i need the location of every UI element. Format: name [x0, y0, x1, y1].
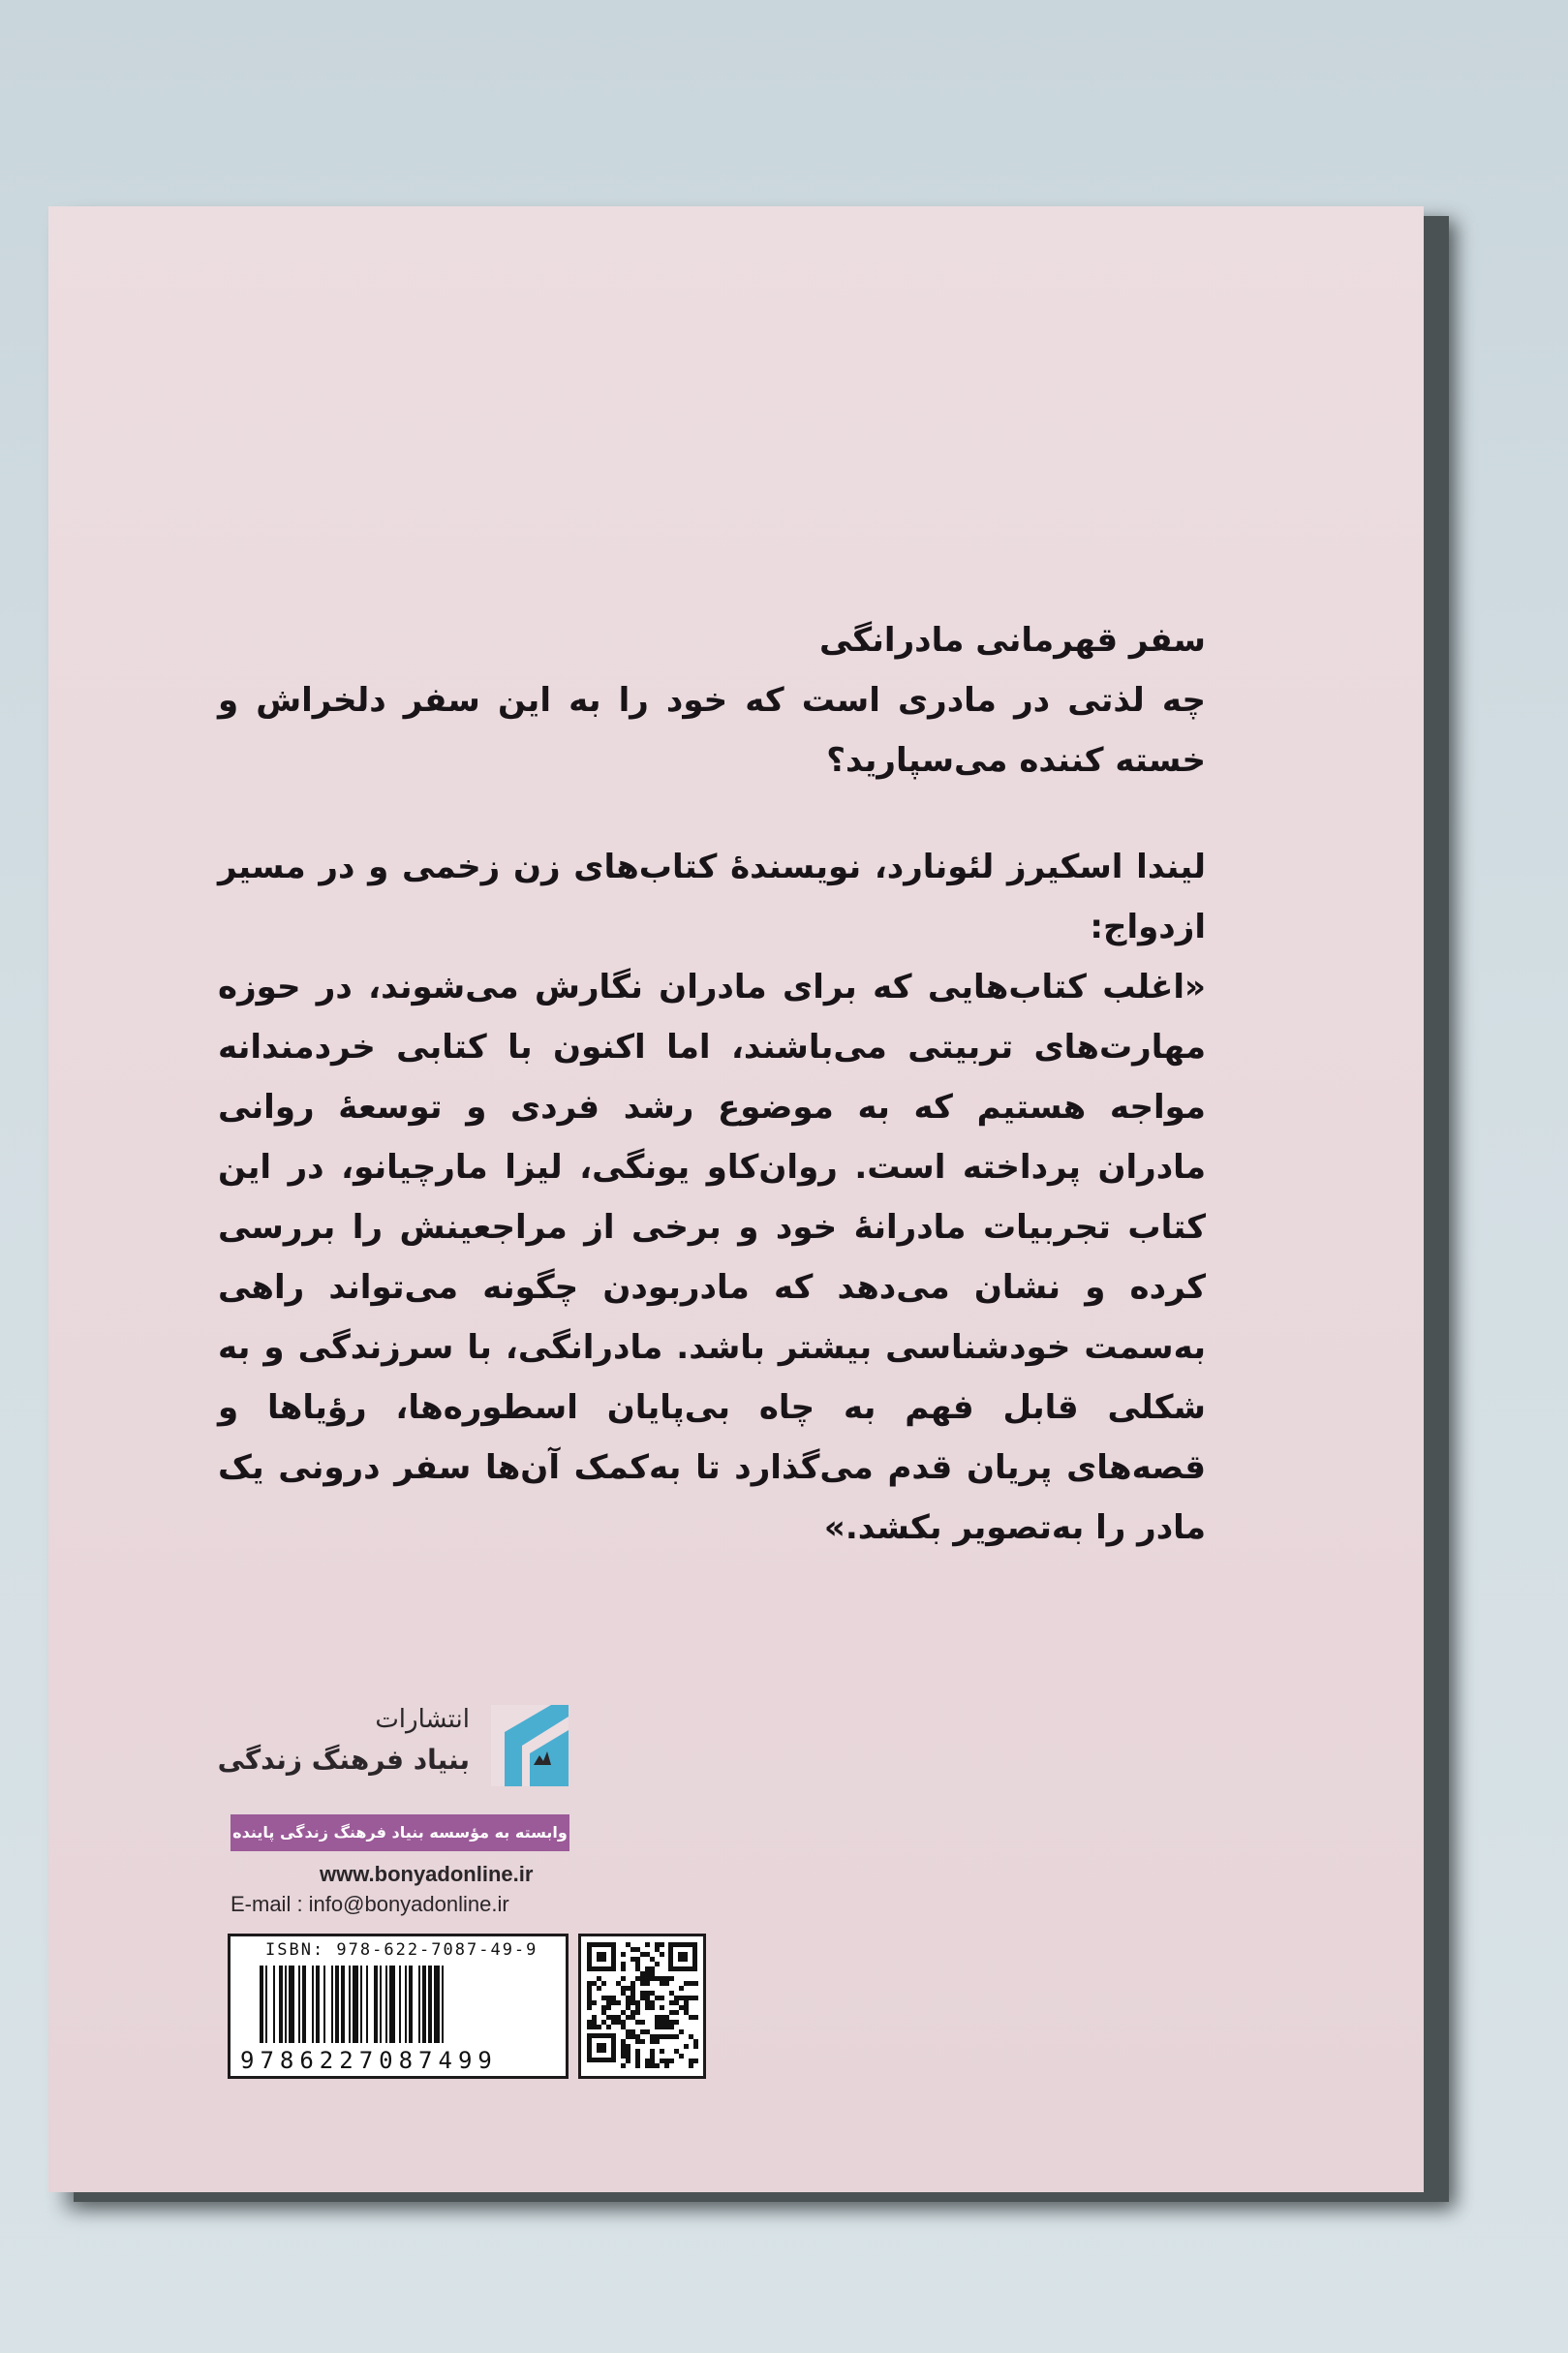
back-cover-text — [218, 610, 1206, 1558]
qr-code-graphic — [581, 1936, 703, 2076]
publisher-block — [217, 1697, 576, 1804]
isbn-label: ISBN: 978-622-7087-49-9 — [265, 1940, 538, 1960]
publisher-name-line1: انتشارات — [375, 1705, 470, 1734]
barcode-bars-graphic — [260, 1966, 540, 2043]
quote-attribution: لیندا اسکیرز لئونارد، نویسندۀ کتاب‌های زن زخمی و در مسیر ازدواج: — [218, 848, 1206, 946]
publisher-website: www.bonyadonline.ir — [320, 1862, 534, 1886]
qr-code — [578, 1934, 706, 2079]
paragraph-gap — [218, 790, 1206, 837]
cover-heading: سفر قهرمانی مادرانگی — [818, 621, 1206, 660]
barcode-digits: 9786227087499 — [240, 2047, 498, 2074]
publisher-email: E-mail : info@bonyadonline.ir — [231, 1892, 509, 1916]
quote-body: «اغلب کتاب‌هایی که برای مادران نگارش می‌شوند، در حوزه مهارت‌های تربیتی می‌باشند، اما اکنون با کتابی خردمندانه مواجه هستیم که به موضوع رشد فردی و توسعۀ روانی مادران پرداخته است. روان‌کاو یونگی، لیزا مارچیانو، در این کتاب تجربیات مادرانۀ خود و برخی از مراجعینش را بررسی کرده و نشان می‌دهد که مادربودن چگونه می‌تواند راهی به‌سمت خودشناسی بیشتر باشد. مادرانگی، با سرزندگی و به شکلی قابل فهم به چاه بی‌پایان اسطوره‌ها، رؤیاها و قصه‌های پریان قدم می‌گذارد تا به‌کمک آن‌ها سفر درونی یک مادر را به‌تصویر بکشد.» — [218, 968, 1206, 1547]
book-spine-edge — [1424, 216, 1445, 2202]
publisher-name-line2: بنیاد فرهنگ زندگی — [217, 1744, 470, 1776]
publisher-affiliation-banner: وابسته به مؤسسه بنیاد فرهنگ زندگی پاینده — [231, 1814, 569, 1851]
isbn-barcode — [228, 1934, 569, 2079]
cover-intro: چه لذتی در مادری است که خود را به این سفر دلخراش و خسته کننده می‌سپارید؟ — [218, 681, 1206, 780]
publisher-logo-icon — [483, 1697, 576, 1794]
